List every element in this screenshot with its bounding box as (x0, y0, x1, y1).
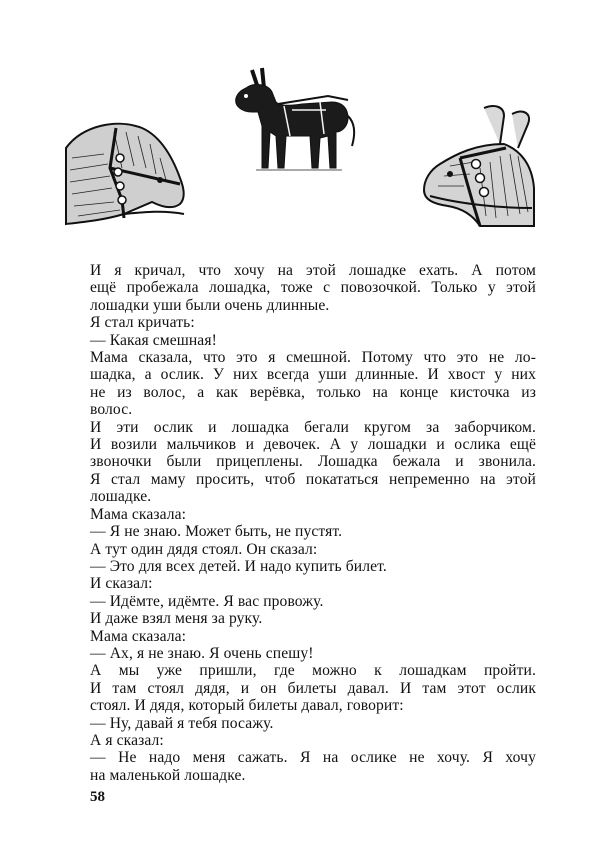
text-line: — Это для всех детей. И надо купить билет. (90, 557, 387, 575)
text-line: Мама сказала, что это я смешной. Потому что это не ло- (90, 349, 536, 367)
text-line: на маленькой лошадке. (90, 766, 246, 784)
text-line: И возили мальчиков и девочек. А у лошадки и ослика ещё (90, 436, 536, 454)
text-line: И эти ослик и лошадка бегали кругом за заборчиком. (90, 418, 536, 436)
text-line: Мама сказала: (90, 627, 187, 645)
text-line: Я стал маму просить, чтоб покататься непременно на этой (90, 470, 536, 488)
text-line: И сказал: (90, 575, 153, 593)
text-line: волос. (90, 401, 133, 419)
text-line: шадка, а ослик. У них всегда уши длинные. И хвост у них (90, 366, 536, 384)
donkey-with-cart-harness-illustration (232, 66, 358, 178)
text-line: А мы уже пришли, где можно к лошадкам пройти. (90, 662, 536, 680)
text-line: И там стоял дядя, и он билеты давал. И там этот ослик (90, 679, 536, 697)
text-line: не из волос, а как верёвка, только на конце кисточка из (90, 383, 536, 401)
text-line: звоночки были прицеплены. Лошадка бежала и звонила. (90, 453, 536, 471)
text-line: И я кричал, что хочу на этой лошадке ехать. А потом (90, 262, 536, 279)
text-line: Мама сказала: (90, 505, 187, 523)
horse-head-illustration (64, 118, 190, 228)
text-line: — Не надо меня сажать. Я на ослике не хочу. Я хочу (90, 749, 536, 767)
text-line: стоял. И дядя, который билеты давал, говорит: (90, 697, 404, 715)
text-line: — Я не знаю. Может быть, не пустят. (90, 523, 343, 541)
text-line: — Ах, я не знаю. Я очень спешу! (90, 644, 314, 662)
text-line: — Ну, давай я тебя посажу. (90, 714, 274, 732)
text-line: А тут один дядя стоял. Он сказал: (90, 540, 318, 558)
text-line: Я стал кричать: (90, 314, 195, 332)
page-number: 58 (90, 789, 105, 805)
illustrations-row (0, 0, 600, 250)
donkey-head-illustration (420, 104, 536, 230)
story-text (90, 262, 536, 784)
text-line: ещё пробежала лошадка, тоже с повозочкой. Только у этой (90, 279, 536, 297)
text-line: А я сказал: (90, 731, 164, 749)
text-line: — Какая смешная! (90, 331, 217, 349)
text-line: лошадке. (90, 488, 152, 506)
text-line: лошадки уши были очень длинные. (90, 296, 330, 314)
text-line: — Идёмте, идёмте. Я вас провожу. (90, 592, 324, 610)
text-line: И даже взял меня за руку. (90, 610, 263, 628)
